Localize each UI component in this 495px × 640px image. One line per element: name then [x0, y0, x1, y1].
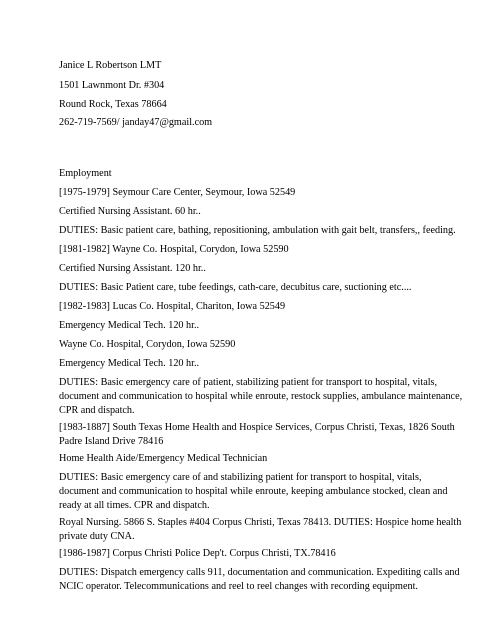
address-line-2: Round Rock, Texas 78664: [59, 99, 167, 110]
entry-wayne-duties: DUTIES: Basic Patient care, tube feedings, cath-care, decubitus care, suctioning etc....: [59, 282, 412, 293]
entry-emt-duties: DUTIES: Basic emergency care of patient, stabilizing patient for transport to hospital, vitals, document and communication to hospital while enroute, restock supplies, ambulance maintenance, CPR and dispatch.: [59, 377, 463, 416]
entry-lucas-employer: [1982-1983] Lucas Co. Hospital, Chariton, Iowa 52549: [59, 301, 286, 312]
address-line-1: 1501 Lawnmont Dr. #304: [59, 80, 165, 91]
entry-lucas-role: Emergency Medical Tech. 120 hr..: [59, 320, 200, 331]
entry-wayne-employer: [1981-1982] Wayne Co. Hospital, Corydon, Iowa 52590: [59, 244, 289, 255]
entry-royal-nursing: Royal Nursing. 5866 S. Staples #404 Corpus Christi, Texas 78413. DUTIES: Hospice home health private duty CNA.: [59, 517, 462, 542]
entry-police-duties: DUTIES: Dispatch emergency calls 911, documentation and communication. Expediting calls and NCIC operator. Telecommunications and reel to reel changes with recording equipment.: [59, 567, 460, 592]
entry-seymour-employer: [1975-1979] Seymour Care Center, Seymour, Iowa 52549: [59, 187, 296, 198]
entry-wayne-emt-role: Emergency Medical Tech. 120 hr..: [59, 358, 200, 369]
entry-seymour-duties: DUTIES: Basic patient care, bathing, repositioning, ambulation with gait belt, transfers,, feeding.: [59, 225, 456, 236]
entry-seymour-role: Certified Nursing Assistant. 60 hr..: [59, 206, 201, 217]
contact-line: 262-719-7569/ janday47@gmail.com: [59, 117, 213, 128]
entry-wayne-role: Certified Nursing Assistant. 120 hr..: [59, 263, 206, 274]
entry-wayne-emt-employer: Wayne Co. Hospital, Corydon, Iowa 52590: [59, 339, 236, 350]
entry-police-employer: [1986-1987] Corpus Christi Police Dep't. Corpus Christi, TX.78416: [59, 548, 336, 559]
entry-south-texas-role: Home Health Aide/Emergency Medical Technician: [59, 453, 268, 464]
entry-south-texas-employer: [1983-1887] South Texas Home Health and Hospice Services, Corpus Christi, Texas, 1826 South Padre Island Drive 78416: [59, 422, 455, 447]
applicant-name: Janice L Robertson LMT: [59, 60, 162, 71]
section-title-employment: Employment: [59, 168, 112, 179]
entry-south-texas-duties: DUTIES: Basic emergency care of and stabilizing patient for transport to hospital, vitals, document and communication to hospital while enroute, keeping ambulance stocked, clean and ready at all times. CPR and dispatch.: [59, 472, 448, 511]
